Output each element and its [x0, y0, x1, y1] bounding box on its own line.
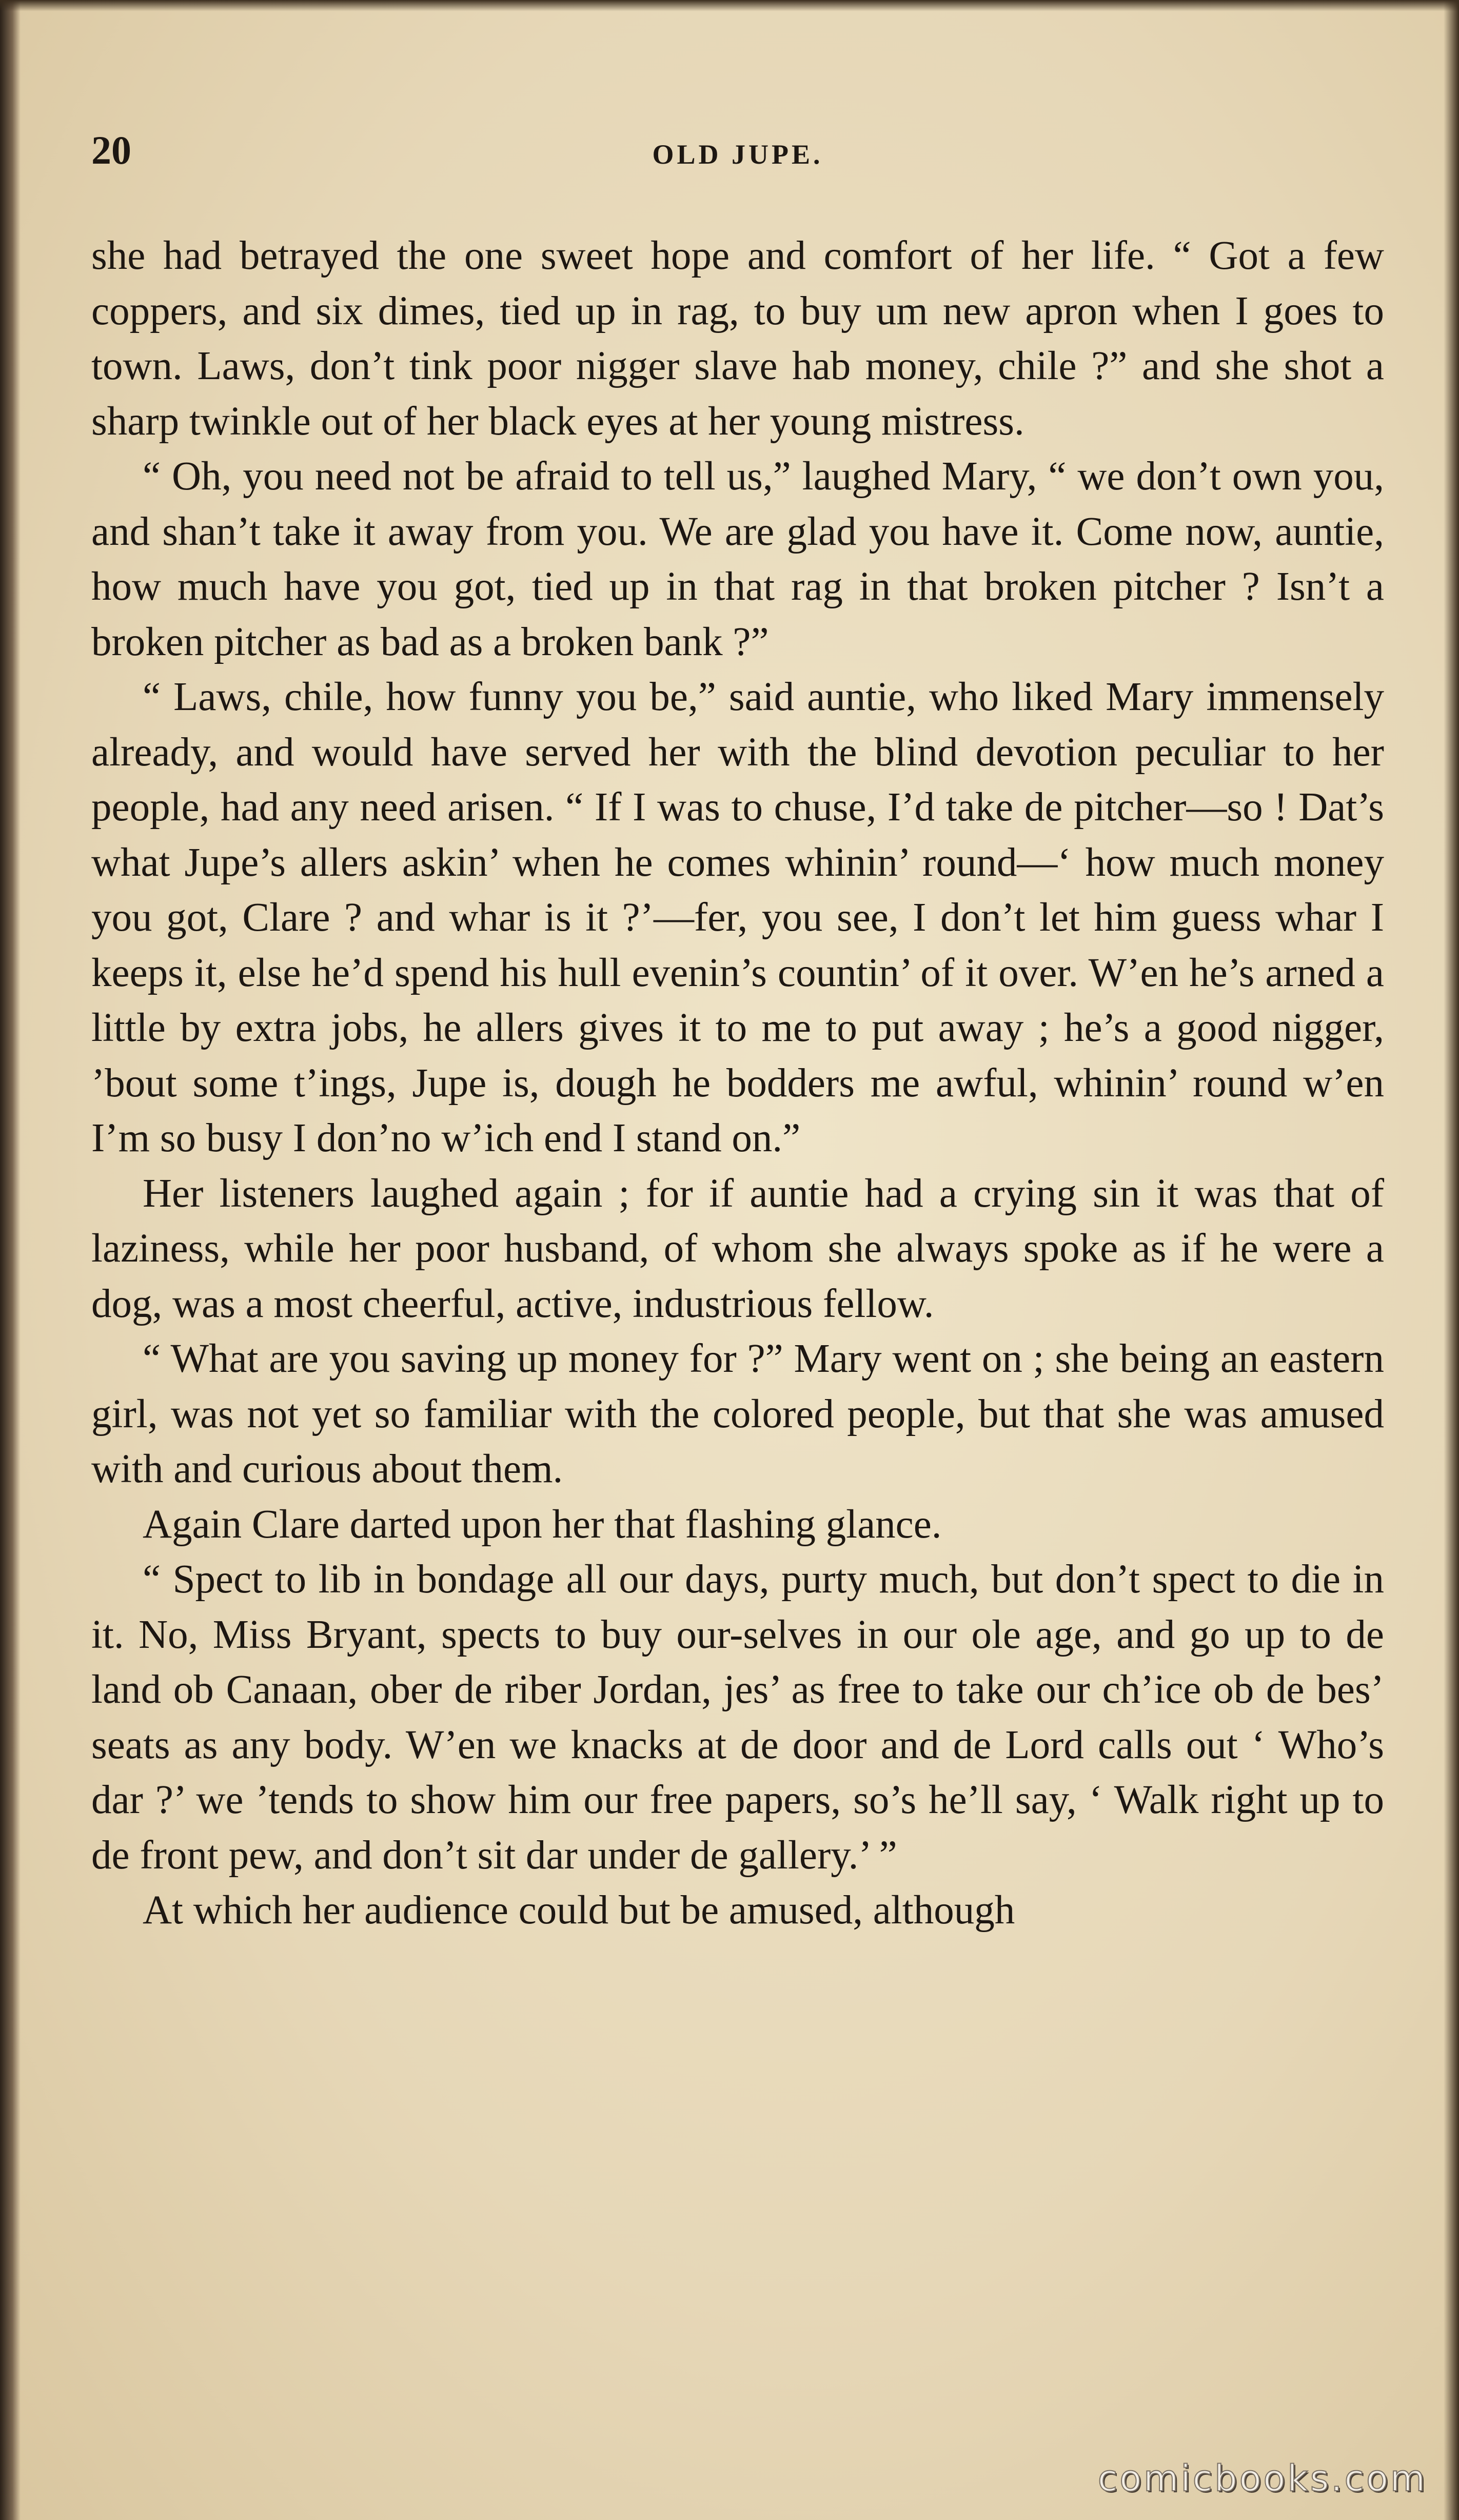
- paragraph: “ Laws, chile, how funny you be,” said auntie, who liked Mary immensely already, and would have served her with the blind devotion peculiar to her people, had any need arisen. “ If I was to chuse, I’d take de pitcher—so ! Dat’s what Jupe’s allers askin’ when he comes whinin’ round—‘ how much money you got, Clare ? and whar is it ?’—fer, you see, I don’t let him guess whar I keeps it, else he’d spend his hull evenin’s countin’ of it over. W’en he’s arned a little by extra jobs, he allers gives it to me to put away ; he’s a good nigger, ’bout some t’ings, Jupe is, dough he bodders me awful, whinin’ round w’en I’m so busy I don’no w’ich end I stand on.”: [91, 675, 1384, 1160]
- paragraph: Her listeners laughed again ; for if auntie had a crying sin it was that of laziness, while her poor husband, of whom she always spoke as if he were a dog, was a most cheerful, active, industrious fellow.: [91, 1171, 1384, 1326]
- paragraph: “ Oh, you need not be afraid to tell us,” laughed Mary, “ we don’t own you, and shan’t take it away from you. We are glad you have it. Come now, auntie, how much have you got, tied up in that rag in that broken pitcher ? Isn’t a broken pitcher as bad as a broken bank ?”: [91, 454, 1384, 664]
- running-head: OLD JUPE.: [652, 139, 823, 170]
- watermark: comicbooks.com: [1097, 2457, 1427, 2499]
- paragraph: she had betrayed the one sweet hope and comfort of her life. “ Got a few coppers, and six dimes, tied up in rag, to buy um new apron when I goes to town. Laws, don’t tink poor nigger slave hab money, chile ?” and she shot a sharp twinkle out of her black eyes at her young mistress.: [91, 233, 1384, 444]
- paragraph: “ What are you saving up money for ?” Mary went on ; she being an eastern girl, was not yet so familiar with the colored people, but that she was amused with and curious about them.: [91, 1336, 1384, 1491]
- page-number: 20: [91, 128, 131, 172]
- paragraph: At which her audience could but be amused, although: [143, 1888, 1015, 1933]
- paragraph: “ Spect to lib in bondage all our days, purty much, but don’t spect to die in it. No, Miss Bryant, spects to buy our-selves in our ole age, and go up to de land ob Canaan, ober de riber Jordan, jes’ as free to take our ch’ice ob de bes’ seats as any body. W’en we knacks at de door and de Lord calls out ‘ Who’s dar ?’ we ’tends to show him our free papers, so’s he’ll say, ‘ Walk right up to de front pew, and don’t sit dar under de gallery.’ ”: [91, 1557, 1384, 1878]
- page-edge-shadow-top: [0, 0, 1459, 11]
- body-text: [91, 228, 1384, 1938]
- paragraph: Again Clare darted upon her that flashing glance.: [143, 1502, 942, 1547]
- page-edge-shadow-right: [1444, 0, 1459, 2520]
- page-header: [91, 127, 1384, 179]
- page-edge-shadow-left: [0, 0, 21, 2520]
